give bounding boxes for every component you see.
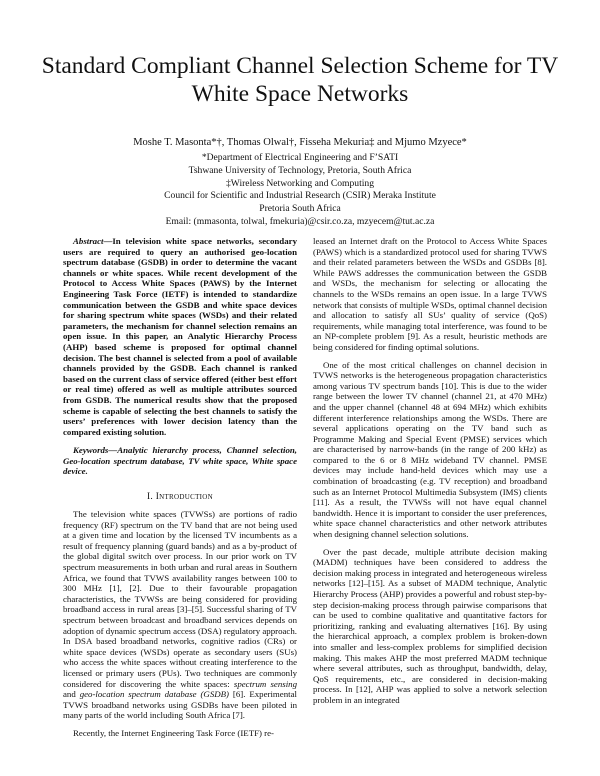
affiliation-line: ‡Wireless Networking and Computing [225,177,375,189]
keywords-text: —Analytic hierarchy process, Channel selection, Geo-location spectrum database, TV white space, White space device. [63,445,297,477]
affiliations [40,152,560,229]
left-column [63,236,297,739]
intro-text: [6]. Experimental TVWS broadband networks using GSDBs have been piloted in many parts of the world including South Africa [7]. [63,689,297,721]
body-paragraph: One of the most critical challenges on channel decision in TVWS networks is the heterogeneous propagation characteristics among various TV spectrum bands [10]. This is due to the wider range between the lower TV channel (channel 21, at 470 MHz) and the upper channel (channel 48 at 694 MHz) which exhibits different interference relationships among the WSDs. There are several applications operating on the TV band such as Programme Making and Special Event (PMSE) services which are characterised by narrow-bands (in the range of 200 kHz) as compared to the 6 or 8 MHz wideband TV channel. PMSE devices may include hand-held devices which may use a combination of broadcasting (e.g. TV reception) and broadband such as an Internet Protocol Multimedia Subsystem (IMS) clients [11]. As a result, the TVWSs will not have equal channel bandwidth. Hence it is important to consider the user preferences, white space channel characteristics and other network attributes when designing channel selection solutions. [313,359,547,540]
intro-emphasis: geo-location spectrum database (GSDB) [79,689,229,700]
paper-title: Standard Compliant Channel Selection Scheme for TV White Space Networks [41,53,559,107]
intro-paragraph-2: Recently, the Internet Engineering Task Force (IETF) re- [73,727,274,738]
keywords-label: Keywords [73,445,109,456]
right-column [313,236,547,706]
abstract-text: —In television white space networks, secondary users are required to query an authorised geo-location spectrum database (GSDB) in order to determine the vacant channels or white spaces. While recent development of the Protocol to Access White Spaces (PAWS) by the Internet Engineering Task Force (IETF) is intended to standardize communication between the GSDB and white space devices for sharing spectrum white spaces (WSDs) and their related parameters, the mechanism for channel selection remains an open issue. In this paper, an Analytic Hierarchy Process (AHP) based scheme is proposed for optimal channel decision. The best channel is selected from a pool of available channels provided by the GSDB. Each channel is ranked based on the current class of service offered (either best effort or real time) offered as well as multiple attributes sourced from GSDB. The numerical results show that the proposed scheme is capable of selecting the best channels to satisfy the users’ preferences with lower decision latency than the compared existing solution. [63,236,297,437]
author-list: Moshe T. Masonta*†, Thomas Olwal†, Fisseha Mekuria‡ and Mjumo Mzyece* [133,137,467,148]
affiliation-line: *Department of Electrical Engineering and F’SATI [201,152,399,163]
abstract [63,236,297,437]
intro-text: and [63,689,80,700]
intro-emphasis: spectrum sensing [233,678,297,689]
section-heading-introduction: I. Introduction [147,492,213,503]
body-paragraph: Over the past decade, multiple attribute decision making (MADM) techniques have been considered to address the decision making process in integrated and heterogeneous wireless networks [12]–[15]. As a subset of MADM technique, Analytic Hierarchy Process (AHP) provides a powerful and robust step-by-step decision-making process through pairwise comparisons that can be used to combine qualitative and quantitative factors for prioritizing, ranking and evaluating alternatives [16]. By using the hierarchical approach, a complex problem is broken-down into smaller and less-complex problems for simplified decision making. This makes AHP the most preferred MADM technique where several attributes, such as throughput, bandwidth, delay, QoS requirements, etc., are considered in decision-making process. In [12], AHP was applied to solve a network selection problem in an integrated [313,546,547,705]
abstract-label: Abstract [73,236,104,246]
email-line: Email: (mmasonta, tolwal, fmekuria)@csir.co.za, mzyecem@tut.ac.za [165,215,435,227]
intro-text: The television white spaces (TVWSs) are portions of radio frequency (RF) spectrum on the TV band that are not being used at a given time and location by the licensed TV incumbents as a result of frequency planning (guard bands) and as a by-product of the global digital switch over process. In our prior work on TV spectrum measurements in both urban and rural areas in Southern Africa, we found that TVWS availability ranges between 100 to 300 MHz [1], [2]. Due to their favourable propagation characteristics, the TVWSs are being considered for providing broadband access in rural areas [3]–[5]. Successful sharing of TV spectrum between broadcast and broadband services depends on adoption of dynamic spectrum access (DSA) regulatory approach. In DSA based broadband networks, cognitive radios (CRs) or white space devices (WSDs) operate as secondary users (SUs) who access the white spaces without creating interference to the licensed or primary users (PUs). Two techniques are commonly considered for discovering the white spaces: [63,509,297,689]
affiliation-line: Pretoria South Africa [259,203,341,215]
intro-paragraph-1 [63,509,297,721]
body-paragraph: leased an Internet draft on the Protocol to Access White Spaces (PAWS) which is a standardized protocol used for sharing TVWS and their related parameters between the WSDs and GSDBs [8]. While PAWS addresses the communication between the GSDB and WSDs, the mechanism for selecting or allocating the channels to the WSDs remains an open issue. In a large TVWS network that consists of multiple WSDs, optimal channel decision and allocation to satisfy all SUs’ quality of service (QoS) requirements, while managing total interference, was found to be an NP-complete problem [9]. As a result, heuristic methods are being considered for finding optimal solutions. [313,236,547,352]
affiliation-line: Council for Scientific and Industrial Research (CSIR) Meraka Institute [164,190,436,202]
affiliation-line: Tshwane University of Technology, Pretoria, South Africa [188,164,412,176]
keywords [63,445,297,477]
